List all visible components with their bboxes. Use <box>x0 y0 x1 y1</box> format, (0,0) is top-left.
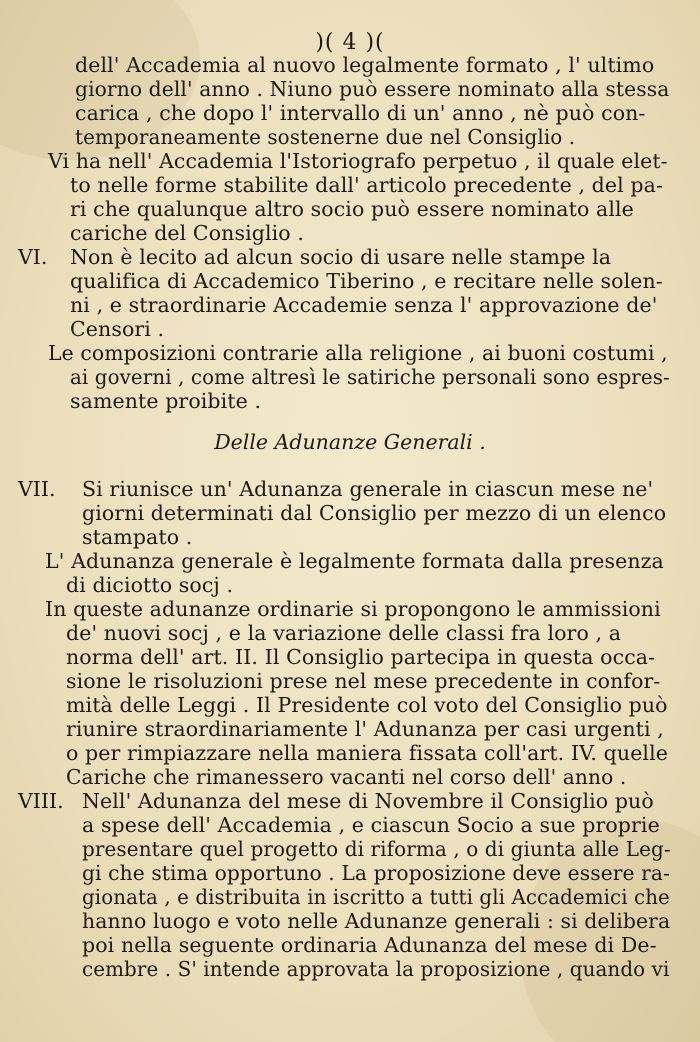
text-line: presentare quel progetto di riforma , o di giunta alle Leg- <box>82 837 671 861</box>
text-line: Non è lecito ad alcun socio di usare nelle stampe la <box>70 245 612 269</box>
section-heading: Delle Adunanze Generali . <box>214 430 486 454</box>
page-number: )( 4 )( <box>315 30 385 55</box>
text-line: di diciotto socj . <box>66 573 234 597</box>
article-number: VI. <box>18 245 48 269</box>
text-line: ai governi , come altresì le satiriche personali sono espres- <box>70 365 670 389</box>
text-line: carica , che dopo l' intervallo di un' anno , nè può con- <box>75 101 646 125</box>
text-line: to nelle forme stabilite dall' articolo precedente , del pa- <box>70 173 663 197</box>
text-line: temporaneamente sostenerne due nel Consiglio . <box>75 125 576 149</box>
text-line: sione le risoluzioni prese nel mese precedente in confor- <box>66 669 661 693</box>
text-line: norma dell' art. II. Il Consiglio partecipa in questa occa- <box>66 645 656 669</box>
article-number: VIII. <box>18 789 64 813</box>
text-line: stampato . <box>82 525 193 549</box>
article-number: VII. <box>18 477 56 501</box>
text-line: cariche del Consiglio . <box>70 221 304 245</box>
text-line: giorno dell' anno . Niuno può essere nominato alla stessa <box>75 77 670 101</box>
text-line: qualifica di Accademico Tiberino , e recitare nelle solen- <box>70 269 663 293</box>
text-line: Vi ha nell' Accademia l'Istoriografo perpetuo , il quale elet- <box>48 149 668 173</box>
text-line: L' Adunanza generale è legalmente formata dalla presenza <box>45 549 664 573</box>
text-line: Cariche che rimanessero vacanti nel corso dell' anno . <box>66 765 627 789</box>
text-line: hanno luogo e voto nelle Adunanze generali : si delibera <box>82 909 671 933</box>
text-line: gionata , e distribuita in iscritto a tutti gli Accademici che <box>82 885 670 909</box>
text-line: riunire straordinariamente l' Adunanza per casi urgenti , <box>66 717 664 741</box>
text-line: dell' Accademia al nuovo legalmente formato , l' ultimo <box>75 53 655 77</box>
text-line: Le composizioni contrarie alla religione , ai buoni costumi , <box>48 341 668 365</box>
text-line: o per rimpiazzare nella maniera fissata coll'art. IV. quelle <box>66 741 668 765</box>
text-line: a spese dell' Accademia , e ciascun Socio a sue proprie <box>82 813 660 837</box>
text-line: samente proibite . <box>70 389 262 413</box>
text-line: giorni determinati dal Consiglio per mezzo di un elenco <box>82 501 667 525</box>
text-line: Nell' Adunanza del mese di Novembre il Consiglio può <box>82 789 654 813</box>
text-line: de' nuovi socj , e la variazione delle classi fra loro , a <box>66 621 622 645</box>
text-line: poi nella seguente ordinaria Adunanza del mese di De- <box>82 933 657 957</box>
text-line: Si riunisce un' Adunanza generale in ciascun mese ne' <box>82 477 654 501</box>
text-line: gi che stima opportuno . La proposizione deve essere ra- <box>82 861 671 885</box>
text-line: ri che qualunque altro socio può essere nominato alle <box>70 197 634 221</box>
text-line: Censori . <box>70 317 165 341</box>
text-line: ni , e straordinarie Accademie senza l' approvazione de' <box>70 293 658 317</box>
text-line: cembre . S' intende approvata la proposizione , quando vi <box>82 957 670 981</box>
text-line: mità delle Leggi . Il Presidente col voto del Consiglio può <box>66 693 668 717</box>
text-line: In queste adunanze ordinarie si propongono le ammissioni <box>45 597 661 621</box>
